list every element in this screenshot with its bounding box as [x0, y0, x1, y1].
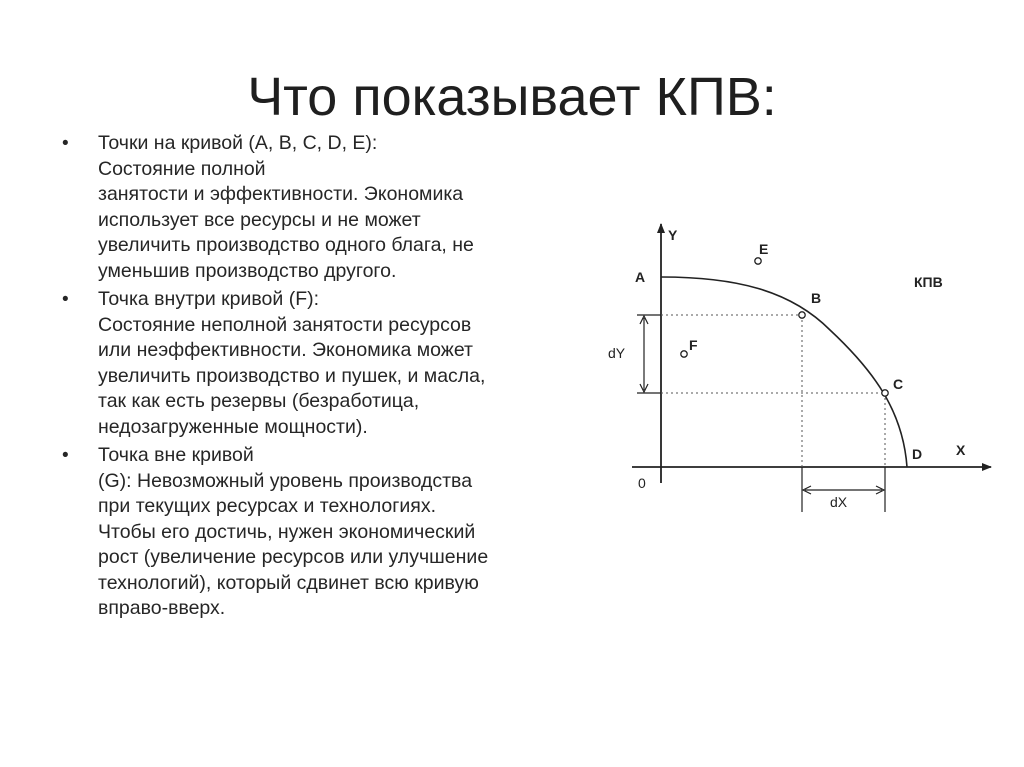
bullet-text-line: увеличить производство одного блага, не [98, 234, 474, 256]
bullet-text-line: так как есть резервы (безработица, [98, 390, 420, 412]
bullet-text-line: Чтобы его достичь, нужен экономический [98, 520, 476, 543]
point-c-label: C [893, 376, 904, 392]
bullet-dot-icon: • [62, 133, 69, 154]
bullet-text-line: уменьшив производство другого. [98, 259, 397, 282]
bullet-text-line: при текущих ресурсах и технологиях. [98, 495, 437, 517]
point-a-label: A [635, 269, 646, 285]
bullet-text-line: вправо-вверх. [98, 597, 226, 619]
dy-label: dY [608, 345, 626, 361]
bullet-text-line: недозагруженные мощности). [98, 415, 368, 438]
dx-label: dX [830, 494, 848, 510]
bullet-text-line: увеличить производство и пушек, и масла, [98, 364, 486, 387]
bullet-text-line: технологий), который сдвинет всю кривую [98, 571, 479, 594]
slide-title: Что показывает КПВ: [247, 67, 777, 127]
bullet-text-line: Точка внутри кривой (F): [98, 288, 320, 310]
bullet-text-line: Состояние полной [98, 157, 266, 180]
point-e-marker [755, 258, 761, 264]
bullet-text-line: использует все ресурсы и не может [98, 208, 421, 231]
bullet-dot-icon: • [62, 445, 69, 466]
bullet-text-line: рост (увеличение ресурсов или улучшение [98, 546, 489, 568]
x-axis-label: X [956, 442, 966, 458]
ppf-curve [661, 277, 907, 467]
y-axis-label: Y [668, 227, 678, 243]
point-c-marker [882, 390, 888, 396]
point-e-label: E [759, 241, 769, 257]
bullet-text-line: или неэффективности. Экономика может [98, 339, 473, 361]
point-f-marker [681, 351, 687, 357]
point-f-label: F [689, 337, 698, 353]
point-b-marker [799, 312, 805, 318]
bullet-text-line: (G): Невозможный уровень производства [98, 469, 473, 492]
point-d-label: D [912, 446, 923, 462]
origin-label: 0 [638, 475, 646, 491]
bullet-text-line: занятости и эффективности. Экономика [98, 183, 464, 205]
ppf-label: КПВ [914, 274, 943, 290]
bullet-text-line: Точки на кривой (A, B, C, D, E): [98, 132, 378, 154]
bullet-text-line: Точка вне кривой [98, 444, 254, 466]
bullet-dot-icon: • [62, 289, 69, 310]
point-b-label: B [811, 290, 822, 306]
bullet-text-line: Состояние неполной занятости ресурсов [98, 313, 472, 336]
